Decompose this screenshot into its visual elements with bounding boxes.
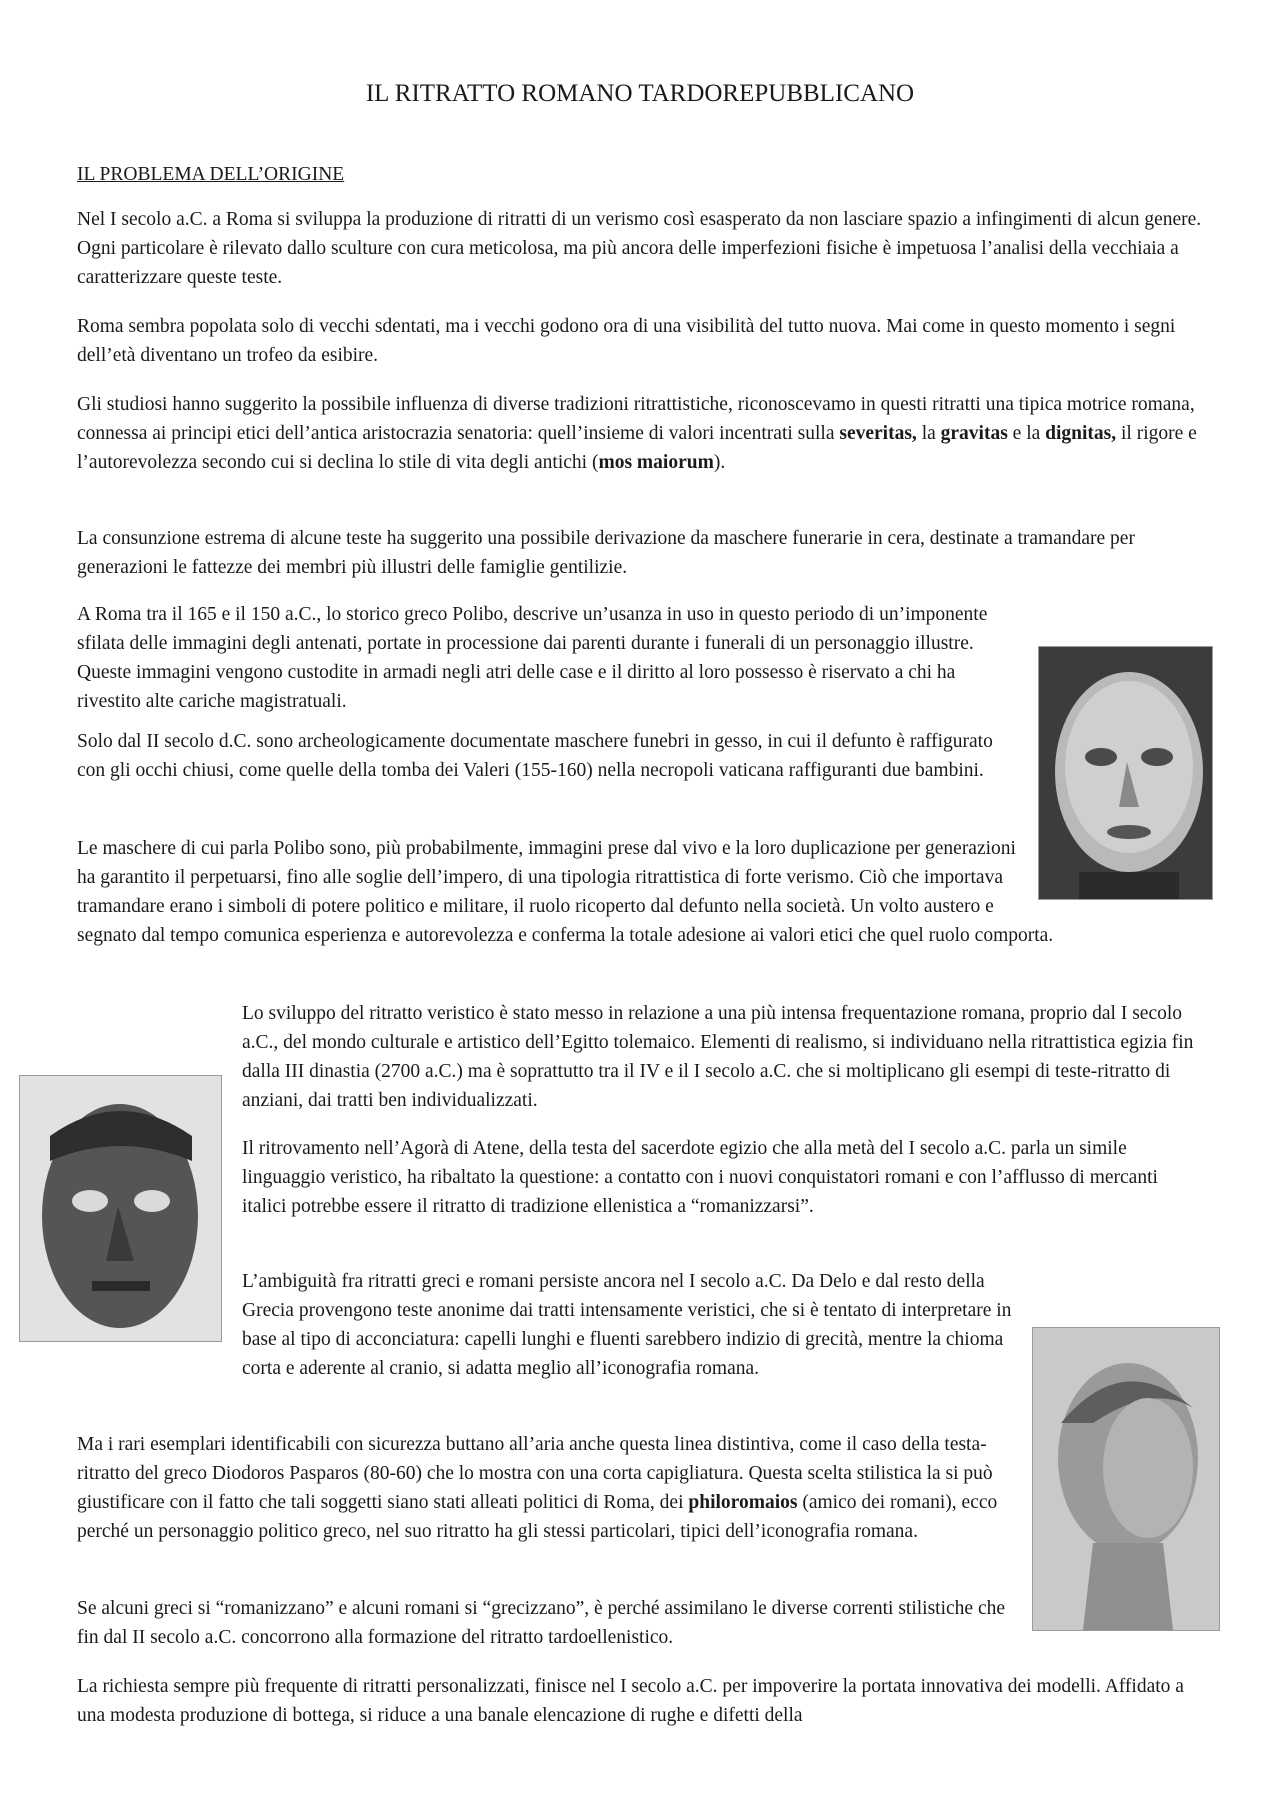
p5-wrap: A Roma tra il 165 e il 150 a.C., lo storico greco Polibo, descrive un’usanza in uso in questo periodo di un’imponente sfilata delle immagini degli antenati, portate in processione dai parenti durante i funerali di un personaggio illustre. Queste immagini vengono custodite in armadi negli atri delle case e il diritto al loro possesso è riservato a chi ha rivestito alte cariche magistratuali. xyxy=(77,600,1207,840)
diodoros-head-photo xyxy=(1032,1327,1220,1631)
paragraph-1: Nel I secolo a.C. a Roma si sviluppa la produzione di ritratti di un verismo così esasperato da non lasciare spazio a infingimenti di alcun genere. Ogni particolare è rilevato dallo sculture con cura meticolosa, ma più ancora delle imperfezioni fisiche è impetuosa l’analisi della vecchiaia a caratterizzare queste teste. xyxy=(77,209,1202,288)
paragraph-9: Il ritrovamento nell’Agorà di Atene, della testa del sacerdote egizio che alla metà del I secolo a.C. parla un simile linguaggio veristico, ha ribaltato la questione: a contatto con i nuovi conquistatori romani e con l’afflusso di mercanti italici potrebbe essere il ritratto di tradizione ellenistica a “romanizzarsi”. xyxy=(242,1138,1158,1217)
paragraph-10: L’ambiguità fra ritratti greci e romani persiste ancora nel I secolo a.C. Da Delo e dal resto della Grecia provengono teste anonime dai tratti intensamente veristici, che si è tentato di interpretare in base al tipo di acconciatura: capelli lunghi e fluenti sarebbero indizio di grecità, mentre la chioma corta e aderente al cranio, si adatta meglio all’iconografia romana. xyxy=(77,1267,1207,1415)
egyptian-priest-head-photo xyxy=(19,1075,222,1342)
section-heading: IL PROBLEMA DELL’ORIGINE xyxy=(77,164,345,185)
paragraph-3: Gli studiosi hanno suggerito la possibile influenza di diverse tradizioni ritrattistiche, riconoscevamo in questi ritratti una tipica motrice romana, connessa ai principi etici dell’antica aristocrazia senatoria: quell’insieme di valori incentrati sulla severitas, la gravitas e la dignitas, il rigore e l’autorevolezza secondo cui si declina lo stile di vita degli antichi (mos maiorum). xyxy=(77,394,1197,473)
paragraph-6: Solo dal II secolo d.C. sono archeologicamente documentate maschere funebri in gesso, in cui il defunto è raffigurato con gli occhi chiusi, come quelle della tomba dei Valeri (155-160) nella necropoli vaticana raffiguranti due bambini. xyxy=(77,731,993,781)
paragraph-7: Le maschere di cui parla Polibo sono, più probabilmente, immagini prese dal vivo e la loro duplicazione per generazioni ha garantito il perpetuarsi, fino alle soglie dell’impero, di una tipologia ritrattistica di forte verismo. Ciò che importava tramandare erano i simboli di potere politico e militare, il ruolo ricoperto dal defunto nella società. Un volto austero e segnato dal tempo comunica esperienza e autorevolezza e conferma la totale adesione ai valori etici che quel ruolo comporta. xyxy=(77,834,1207,950)
funerary-mask-photo xyxy=(1038,646,1213,900)
paragraph-8: Lo sviluppo del ritratto veristico è stato messo in relazione a una più intensa frequentazione romana, proprio dal I secolo a.C., del mondo culturale e artistico dell’Egitto tolemaico. Elementi di realismo, si individuano nella ritrattistica egizia fin dalla III dinastia (2700 a.C.) ma è soprattutto tra il IV e il I secolo a.C. che si moltiplicano gli esempi di teste-ritratto di anziani, dai tratti ben individualizzati. xyxy=(77,999,1207,1207)
paragraph-4: La consunzione estrema di alcune teste ha suggerito una possibile derivazione da maschere funerarie in cera, destinate a tramandare per generazioni le fattezze dei membri più illustri delle famiglie gentilizie. xyxy=(77,528,1135,578)
paragraph-12: Se alcuni greci si “romanizzano” e alcuni romani si “grecizzano”, è perché assimilano le diverse correnti stilistiche che fin dal II secolo a.C. concorrono alla formazione del ritratto tardoellenistico. xyxy=(77,1598,1006,1648)
page-title: IL RITRATTO ROMANO TARDOREPUBBLICANO xyxy=(365,80,915,107)
paragraph-2: Roma sembra popolata solo di vecchi sdentati, ma i vecchi godono ora di una visibilità del tutto nuova. Mai come in questo momento i segni dell’età diventano un trofeo da esibire. xyxy=(77,316,1176,366)
paragraph-13: La richiesta sempre più frequente di ritratti personalizzati, finisce nel I secolo a.C. per impoverire la portata innovativa dei modelli. Affidato a una modesta produzione di bottega, si riduce a una banale elencazione di rughe e difetti della xyxy=(77,1676,1184,1726)
paragraph-11: Ma i rari esemplari identificabili con sicurezza buttano all’aria anche questa linea distintiva, come il caso della testa-ritratto del greco Diodoros Pasparos (80-60) che lo mostra con una corta capigliatura. Questa scelta stilistica la si può giustificare con il fatto che tali soggetti siano stati alleati politici di Roma, dei philoromaios (amico dei romani), ecco perché un personaggio politico greco, nel suo ritratto ha gli stessi particolari, tipici dell’iconografia romana. xyxy=(77,1434,998,1542)
